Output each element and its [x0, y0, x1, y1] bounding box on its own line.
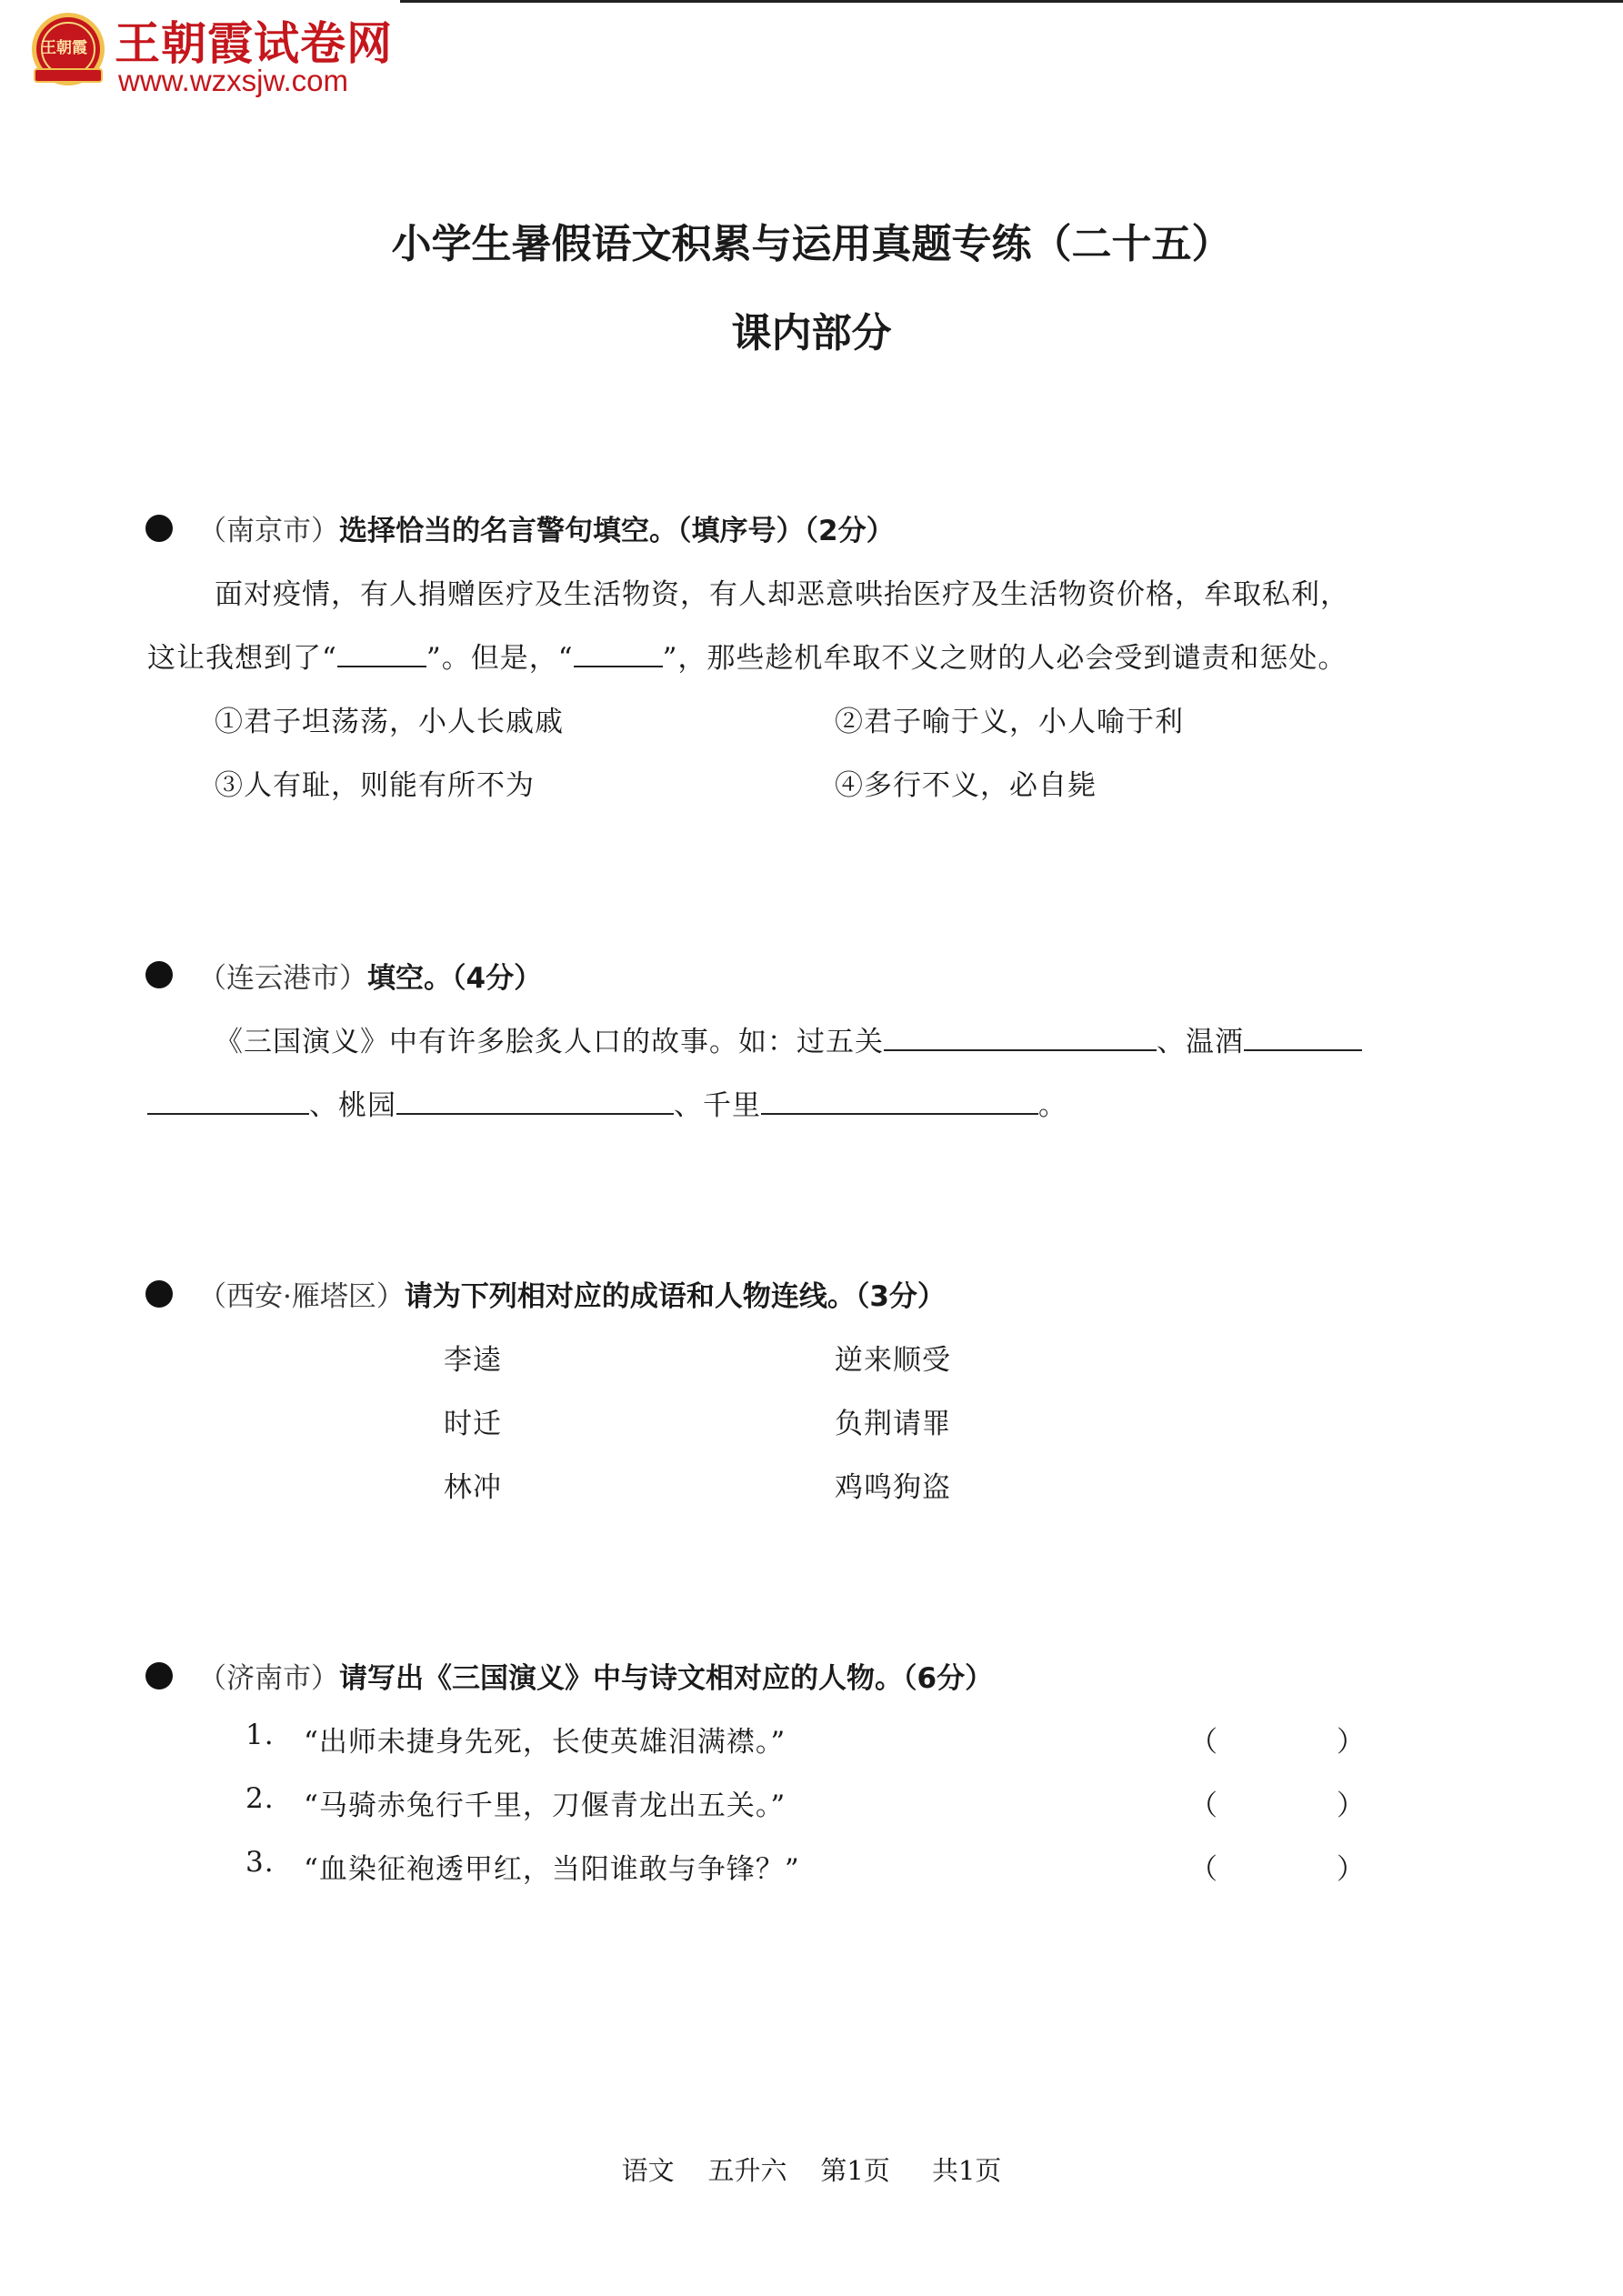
answer-blank[interactable] — [396, 1088, 674, 1115]
bullet-icon — [145, 515, 173, 542]
option-3: ③人有耻，则能有所不为 — [215, 769, 535, 802]
question-source: （西安·雁塔区） — [198, 1280, 405, 1313]
question-header — [198, 955, 542, 996]
question-source: （南京市） — [198, 515, 339, 547]
question-stem: 请为下列相对应的成语和人物连线。（3分） — [404, 1280, 946, 1313]
poem-line: “出师未捷身先死，长使英雄泪满襟。” — [304, 1726, 786, 1759]
question-source: （济南市） — [198, 1662, 339, 1695]
answer-blank[interactable] — [337, 640, 426, 667]
footer-page: 第1页 — [820, 2155, 890, 2186]
idiom-item[interactable]: 逆来顺受 — [835, 1344, 951, 1377]
answer-paren-close[interactable]: ） — [1337, 1853, 1366, 1886]
answer-blank[interactable] — [761, 1088, 1038, 1115]
footer-subject: 语文 — [621, 2155, 675, 2186]
answer-paren-close[interactable]: ） — [1337, 1726, 1366, 1759]
answer-paren-open[interactable]: （ — [1189, 1726, 1218, 1759]
question-stem: 请写出《三国演义》中与诗文相对应的人物。（6分） — [339, 1662, 994, 1695]
question-source: （连云港市） — [198, 962, 367, 995]
answer-paren-close[interactable]: ） — [1337, 1790, 1366, 1822]
question-header — [198, 507, 895, 548]
fill-line-2 — [147, 1082, 1067, 1123]
answer-paren-open[interactable]: （ — [1189, 1790, 1218, 1822]
question-stem: 选择恰当的名言警句填空。（填序号）（2分） — [339, 515, 895, 547]
answer-blank[interactable] — [147, 1088, 309, 1115]
fill-text: 、温酒 — [1157, 1026, 1244, 1058]
option-2: ②君子喻于义，小人喻于利 — [835, 706, 1184, 738]
fill-text: 、千里 — [674, 1089, 761, 1122]
question-header — [198, 1273, 946, 1314]
answer-blank[interactable] — [574, 640, 663, 667]
question-header — [198, 1655, 993, 1696]
question-stem: 填空。（4分） — [367, 962, 543, 995]
fill-text: 《三国演义》中有许多脍炙人口的故事。如：过五关 — [215, 1026, 884, 1058]
item-number: 3. — [245, 1846, 275, 1879]
person-item[interactable]: 时迁 — [444, 1408, 502, 1440]
page-subtitle: 课内部分 — [731, 310, 892, 356]
brand-url[interactable]: www.wzxsjw.com — [118, 64, 349, 97]
page-footer — [0, 2151, 1623, 2188]
answer-paren-open[interactable]: （ — [1189, 1853, 1218, 1886]
top-border-line — [400, 0, 1623, 3]
fill-line-1 — [215, 1018, 1362, 1059]
option-1: ①君子坦荡荡，小人长戚戚 — [215, 706, 564, 738]
idiom-item[interactable]: 负荆请罪 — [835, 1408, 951, 1440]
answer-blank[interactable] — [884, 1024, 1157, 1051]
idiom-item[interactable]: 鸡鸣狗盗 — [835, 1471, 951, 1504]
person-item[interactable]: 林冲 — [444, 1471, 502, 1504]
fill-text: 、桃园 — [309, 1089, 396, 1122]
poem-line: “血染征袍透甲红，当阳谁敢与争锋？” — [304, 1853, 800, 1886]
bullet-icon — [145, 1280, 173, 1308]
footer-total: 共1页 — [931, 2155, 1002, 2186]
passage-line-with-blanks — [147, 635, 1347, 676]
brand-emblem-text: 王朝霞 — [41, 39, 87, 57]
passage-text: ”。但是，“ — [426, 642, 574, 675]
person-item[interactable]: 李逵 — [444, 1344, 502, 1377]
item-number: 2. — [245, 1782, 275, 1815]
page-title: 小学生暑假语文积累与运用真题专练（二十五） — [391, 221, 1232, 267]
footer-grade: 五升六 — [707, 2155, 787, 2186]
bullet-icon — [145, 961, 173, 988]
passage-line: 面对疫情，有人捐赠医疗及生活物资，有人却恶意哄抬医疗及生活物资价格，牟取私利， — [215, 578, 1349, 611]
fill-text: 。 — [1038, 1089, 1067, 1122]
bullet-icon — [145, 1662, 173, 1689]
brand-name: 王朝霞试卷网 — [115, 17, 393, 70]
answer-blank[interactable] — [1244, 1024, 1362, 1051]
passage-text: ”，那些趁机牟取不义之财的人必会受到谴责和惩处。 — [662, 642, 1347, 675]
item-number: 1. — [245, 1719, 275, 1751]
passage-text: 这让我想到了“ — [147, 642, 337, 675]
option-4: ④多行不义，必自毙 — [835, 769, 1097, 802]
poem-line: “马骑赤兔行千里，刀偃青龙出五关。” — [304, 1790, 786, 1822]
